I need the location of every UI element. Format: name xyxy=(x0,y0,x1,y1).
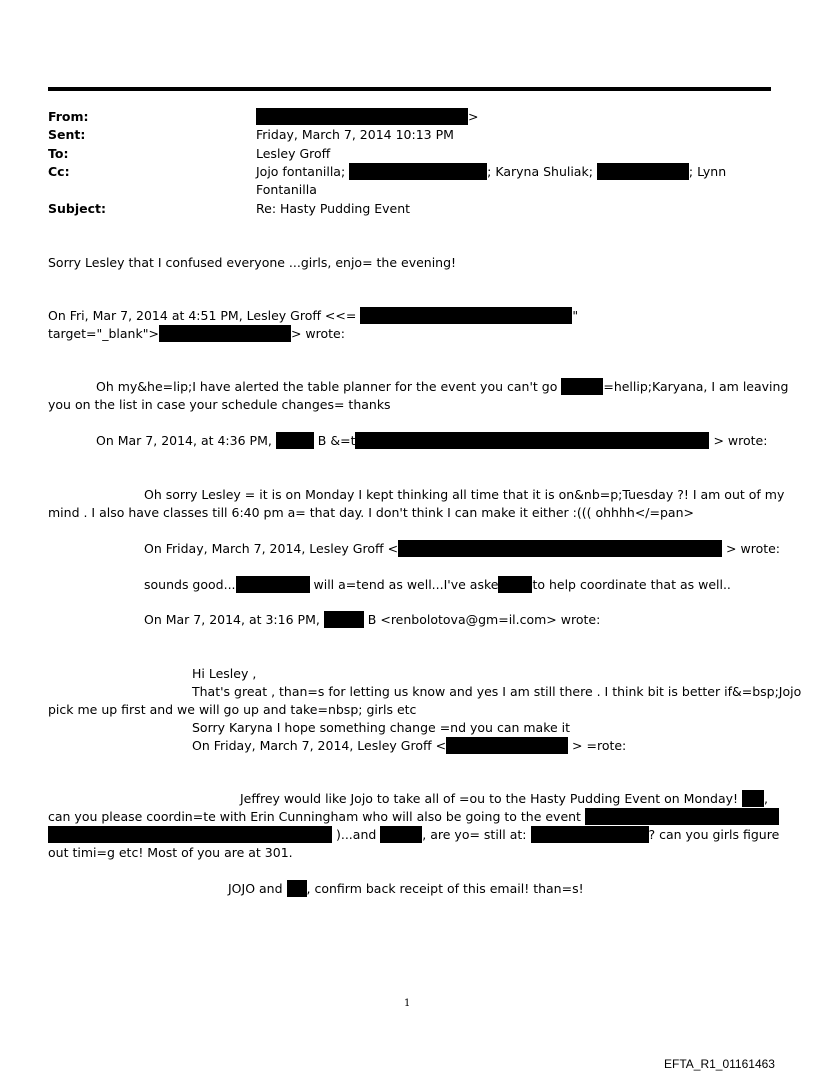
quote-header: On Fri, Mar 7, 2014 at 4:51 PM, Lesley Groff <<= " xyxy=(48,308,579,323)
body-paragraph: Oh my&he=lip;I have alerted the table planner for the event you can't go =hellip;Karyana, I am leaving xyxy=(96,379,789,394)
body-paragraph-continued: pick me up first and we will go up and take=nbsp; girls etc xyxy=(48,702,417,717)
redaction-block xyxy=(561,378,603,395)
body-paragraph: JOJO and , confirm back receipt of this email! than=s! xyxy=(228,881,584,896)
redaction-block xyxy=(287,880,307,897)
redaction-block xyxy=(597,163,689,180)
cc-label: Cc: xyxy=(48,164,70,179)
body-paragraph-continued: mind . I also have classes till 6:40 pm a= that day. I don't think I can make it either :((( ohhhh</=pan> xyxy=(48,505,694,520)
body-paragraph: That's great , than=s for letting us know and yes I am still there . I think bit is better if&=bsp;Jojo xyxy=(192,684,802,699)
quote-header: On Friday, March 7, 2014, Lesley Groff < > =rote: xyxy=(192,738,627,753)
to-value: Lesley Groff xyxy=(256,146,331,161)
body-paragraph-continued: you on the list in case your schedule changes= thanks xyxy=(48,397,391,412)
redaction-block xyxy=(498,576,532,593)
redaction-block xyxy=(398,540,722,557)
redaction-block xyxy=(446,737,568,754)
redaction-block xyxy=(276,432,314,449)
redaction-block xyxy=(159,325,291,342)
body-paragraph: sounds good... will a=tend as well...I've aske to help coordinate that as well.. xyxy=(144,577,731,592)
cc-value: Jojo fontanilla; ; Karyna Shuliak; ; Lynn xyxy=(256,164,727,179)
quote-header: On Mar 7, 2014, at 4:36 PM, B &=t > wrote: xyxy=(96,433,768,448)
quote-header: On Friday, March 7, 2014, Lesley Groff < > wrote: xyxy=(144,541,781,556)
subject-value: Re: Hasty Pudding Event xyxy=(256,201,411,216)
quote-header-continued: target="_blank"> > wrote: xyxy=(48,326,345,341)
body-paragraph: Hi Lesley , xyxy=(192,666,257,681)
redaction-block xyxy=(585,808,779,825)
redaction-block xyxy=(360,307,572,324)
from-label: From: xyxy=(48,109,89,124)
redaction-block xyxy=(324,611,364,628)
body-paragraph-continued: )...and , are yo= still at: ? can you girls figure xyxy=(48,826,779,843)
sent-label: Sent: xyxy=(48,127,86,142)
redaction-block xyxy=(48,826,332,843)
page-number: 1 xyxy=(404,998,411,1009)
subject-label: Subject: xyxy=(48,201,106,216)
body-paragraph: Sorry Karyna I hope something change =nd you can make it xyxy=(192,720,571,735)
redaction-block xyxy=(355,432,709,449)
redaction-block xyxy=(380,826,422,843)
quote-header: On Mar 7, 2014, at 3:16 PM, B <renbolotova@gm=il.com> wrote: xyxy=(144,612,601,627)
cc-value-continued: Fontanilla xyxy=(256,182,317,197)
body-paragraph: Sorry Lesley that I confused everyone ...girls, enjo= the evening! xyxy=(48,255,457,270)
redaction-block xyxy=(531,826,649,843)
sent-value: Friday, March 7, 2014 10:13 PM xyxy=(256,127,454,142)
to-label: To: xyxy=(48,146,69,161)
redaction-block xyxy=(742,790,764,807)
redaction-block xyxy=(349,163,487,180)
from-value: > xyxy=(256,108,478,125)
body-paragraph: Jeffrey would like Jojo to take all of =ou to the Hasty Pudding Event on Monday! , xyxy=(240,791,768,806)
redaction-block xyxy=(236,576,310,593)
document-id: EFTA_R1_01161463 xyxy=(664,1057,775,1071)
body-paragraph: Oh sorry Lesley = it is on Monday I kept thinking all time that it is on&nb=p;Tuesday ?! I am out of my xyxy=(144,487,785,502)
redaction-block xyxy=(256,108,468,125)
body-paragraph-continued: out timi=g etc! Most of you are at 301. xyxy=(48,845,293,860)
body-paragraph-continued: can you please coordin=te with Erin Cunningham who will also be going to the event xyxy=(48,808,779,825)
header-rule xyxy=(48,87,771,91)
